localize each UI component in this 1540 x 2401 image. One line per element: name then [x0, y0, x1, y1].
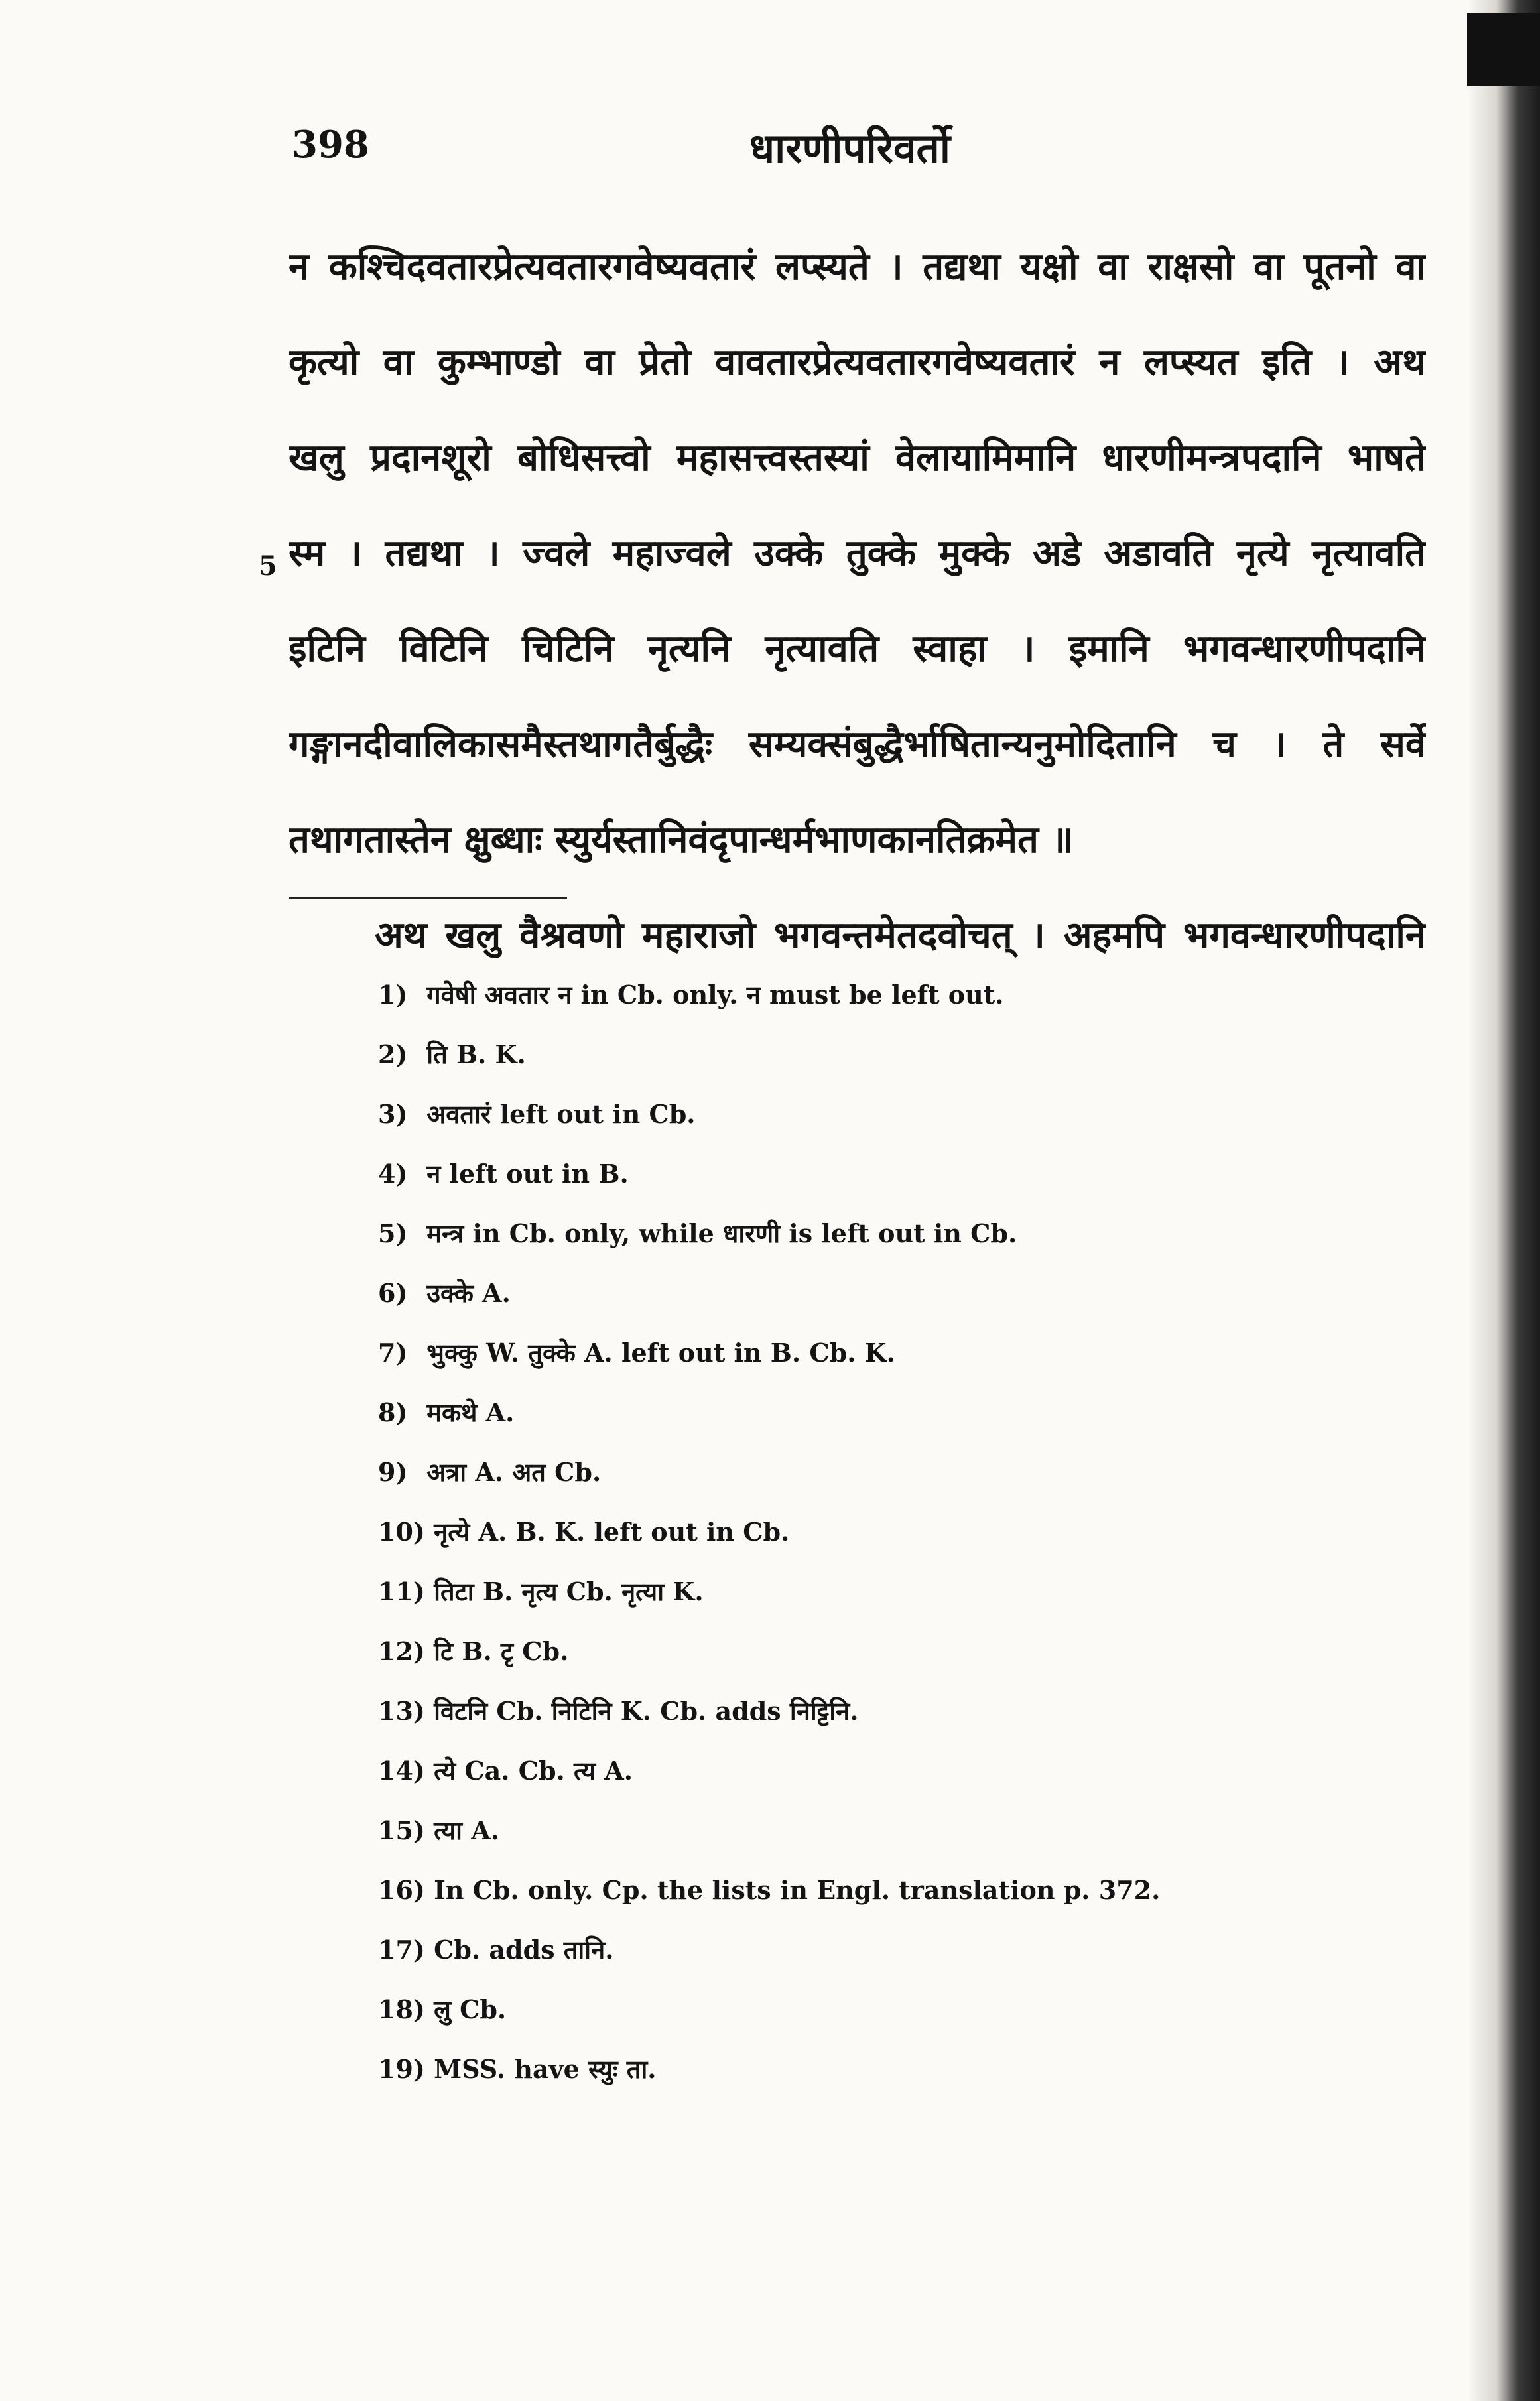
footnote-number: 18) [378, 1994, 425, 2024]
text-line-paragraph-start: अथ खलु वैश्रवणो महाराजो भगवन्तमेतदवोचत् । अहमपि भगवन्धारणीपदानि [375, 913, 1426, 957]
footnote-number: 4) [378, 1159, 408, 1189]
footnote-text: त्ये Ca. Cb. त्य A. [434, 1756, 633, 1785]
footnote [378, 1920, 1406, 1980]
footnote [378, 1264, 1406, 1323]
footnote-number: 2) [378, 1039, 408, 1069]
footnote [378, 1681, 1406, 1741]
footnote-number: 14) [378, 1756, 425, 1785]
footnote [378, 1323, 1406, 1383]
footnote [378, 1204, 1406, 1264]
footnote-text: गवेषी अवतार न in Cb. only. न must be left out. [426, 980, 1004, 1009]
footnote-text: न left out in B. [426, 1159, 629, 1189]
footnote-number: 3) [378, 1099, 408, 1129]
footnote-number: 9) [378, 1457, 408, 1487]
line-number-marker: 5 [259, 551, 277, 582]
footnote [378, 1622, 1406, 1681]
footnote-text: उक्के A. [426, 1278, 511, 1308]
footnote [378, 1801, 1406, 1860]
footnote-text: तिटा B. नृत्य Cb. नृत्या K. [434, 1577, 704, 1606]
footnotes-list [378, 965, 1406, 2099]
footnote-number: 11) [378, 1577, 425, 1606]
footnote [378, 2040, 1406, 2099]
page-number: 398 [292, 123, 369, 166]
footnote [378, 965, 1406, 1025]
footnote-divider [289, 897, 567, 899]
footnote-text: मकथे A. [426, 1397, 515, 1427]
footnote-text: नृत्ये A. B. K. left out in Cb. [434, 1517, 790, 1547]
footnote-text: टि B. टृ Cb. [434, 1636, 569, 1666]
footnote-text: त्या A. [434, 1815, 499, 1845]
footnote-text: विटनि Cb. निटिनि K. Cb. adds निट्टिनि. [434, 1696, 859, 1726]
footnote [378, 1562, 1406, 1622]
footnote-number: 13) [378, 1696, 425, 1726]
text-line: कृत्यो वा कुम्भाण्डो वा प्रेतो वावतारप्रेत्यवतारगवेष्यवतारं न लप्स्यत इति । अथ [289, 340, 1426, 384]
text-line: स्म । तद्यथा । ज्वले महाज्वले उक्के तुक्के मुक्के अडे अडावति नृत्ये नृत्यावति [289, 531, 1426, 575]
footnote [378, 1502, 1406, 1562]
footnote-text: लु Cb. [434, 1994, 507, 2024]
footnote-text: अवतारं left out in Cb. [426, 1099, 696, 1129]
footnote-number: 15) [378, 1815, 425, 1845]
footnote-text: अत्रा A. अत Cb. [426, 1457, 602, 1487]
footnote-text: भुक्कु W. तुक्के A. left out in B. Cb. K. [426, 1338, 895, 1368]
footnote-number: 1) [378, 980, 408, 1009]
running-head: धारणीपरिवर्तो [749, 124, 950, 172]
text-line: गङ्गानदीवालिकासमैस्तथागतैर्बुद्धैः सम्यक्संबुद्धैर्भाषितान्यनुमोदितानि च । ते सर्वे [289, 722, 1426, 766]
footnote-text: MSS. have स्युः ता. [434, 2054, 657, 2084]
footnote-number: 19) [378, 2054, 425, 2084]
footnote-number: 16) [378, 1875, 425, 1905]
footnote-number: 12) [378, 1636, 425, 1666]
footnote-text: In Cb. only. Cp. the lists in Engl. translation p. 372. [434, 1875, 1161, 1905]
footnote-number: 10) [378, 1517, 425, 1547]
scanned-page-edge [1467, 0, 1540, 2401]
footnote-number: 17) [378, 1935, 425, 1965]
footnote-text: मन्त्र in Cb. only, while धारणी is left out in Cb. [426, 1218, 1017, 1248]
footnote-text: Cb. adds तानि. [434, 1935, 614, 1965]
text-line: खलु प्रदानशूरो बोधिसत्त्वो महासत्त्वस्तस्यां वेलायामिमानि धारणीमन्त्रपदानि भाषते [289, 436, 1426, 480]
footnote [378, 1025, 1406, 1084]
footnote-text: ति B. K. [426, 1039, 526, 1069]
text-line: इटिनि विटिनि चिटिनि नृत्यनि नृत्यावति स्वाहा । इमानि भगवन्धारणीपदानि [289, 627, 1426, 671]
text-line: तथागतास्तेन क्षुब्धाः स्युर्यस्तानिवंदृपान्धर्मभाणकानतिक्रमेत ॥ [289, 818, 1074, 862]
text-line: न कश्चिदवतारप्रेत्यवतारगवेष्यवतारं लप्स्यते । तद्यथा यक्षो वा राक्षसो वा पूतनो वा [289, 245, 1426, 289]
footnote [378, 1084, 1406, 1144]
footnote-number: 7) [378, 1338, 408, 1368]
footnote [378, 1980, 1406, 2040]
footnote-number: 6) [378, 1278, 408, 1308]
footnote [378, 1860, 1406, 1920]
footnote [378, 1443, 1406, 1502]
footnote-number: 5) [378, 1218, 408, 1248]
footnote [378, 1144, 1406, 1204]
footnote-number: 8) [378, 1397, 408, 1427]
footnote [378, 1741, 1406, 1801]
main-text-block [289, 219, 1426, 983]
footnote [378, 1383, 1406, 1443]
scanned-page-edge-dark [1467, 13, 1540, 86]
